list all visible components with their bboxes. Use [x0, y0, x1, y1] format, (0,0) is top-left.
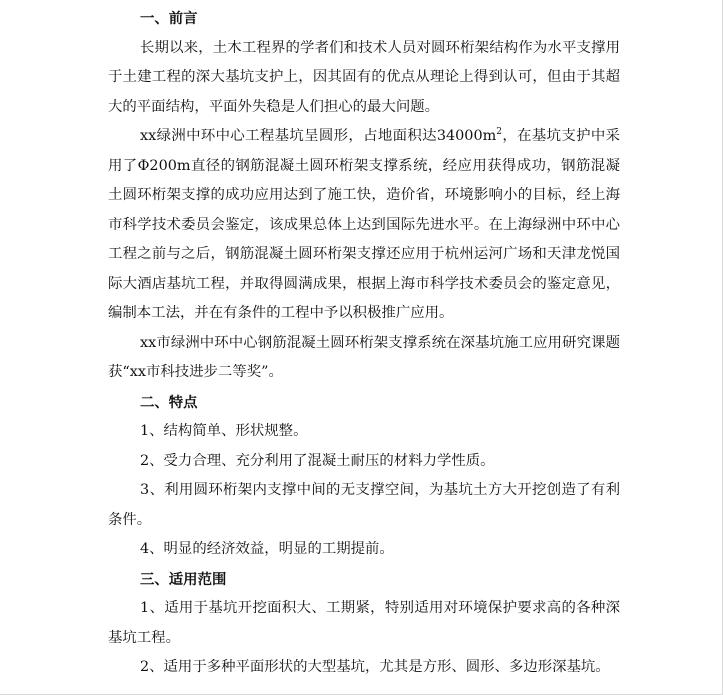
preface-paragraph-2-start: xx绿洲中环中心工程基坑呈圆形，占地面积达34000m	[140, 128, 497, 144]
preface-paragraph-2-rest: ，在基坑支护中采用了Φ200m直径的钢筋混凝土圆环桁架支撑系统，经应用获得成功，钢筋混凝土圆环桁架支撑的成功应用达到了施工快，造价省，环境影响小的目标，经上海市科学技术委员会鉴定，该成果总体上达到国际先进水平。在上海绿洲中环中心工程之前与之后，钢筋混凝土圆环桁架支撑还应用于杭州运河广场和天津龙悦国际大酒店基坑工程，并取得圆满成果，根据上海市科学技术委员会的鉴定意见，编制本工法，并在有条件的工程中予以积极推广应用。	[108, 128, 620, 321]
scope-item-1: 1、适用于基坑开挖面积大、工期紧，特别适用对环境保护要求高的各种深基坑工程。	[108, 600, 620, 646]
preface-paragraph-2	[108, 122, 620, 329]
feature-item-2: 2、受力合理、充分利用了混凝土耐压的材料力学性质。	[140, 452, 495, 469]
preface-paragraph-3: xx市绿洲中环中心钢筋混凝土圆环桁架支撑系统在深基坑施工应用研究课题获“xx市科技进步二等奖”。	[108, 334, 620, 380]
feature-item-3: 3、利用圆环桁架内支撑中间的无支撑空间，为基坑土方大开挖创造了有利条件。	[108, 482, 620, 528]
section-heading-preface: 一、前言	[140, 10, 198, 27]
preface-paragraph-1: 长期以来，土木工程界的学者们和技术人员对圆环桁架结构作为水平支撑用于土建工程的深大基坑支护上，因其固有的优点从理论上得到认可，但由于其超大的平面结构，平面外失稳是人们担心的最大问题。	[108, 39, 620, 115]
scope-item-2: 2、适用于多种平面形状的大型基坑，尤其是方形、圆形、多边形深基坑。	[140, 659, 610, 675]
section-heading-features: 二、特点	[140, 393, 198, 411]
section-heading-scope: 三、适用范围	[140, 570, 227, 588]
document-body	[108, 4, 620, 683]
feature-item-4: 4、明显的经济效益，明显的工期提前。	[140, 541, 394, 557]
square-meter-superscript: 2	[496, 127, 502, 138]
feature-item-1: 1、结构简单、形状规整。	[140, 423, 308, 439]
